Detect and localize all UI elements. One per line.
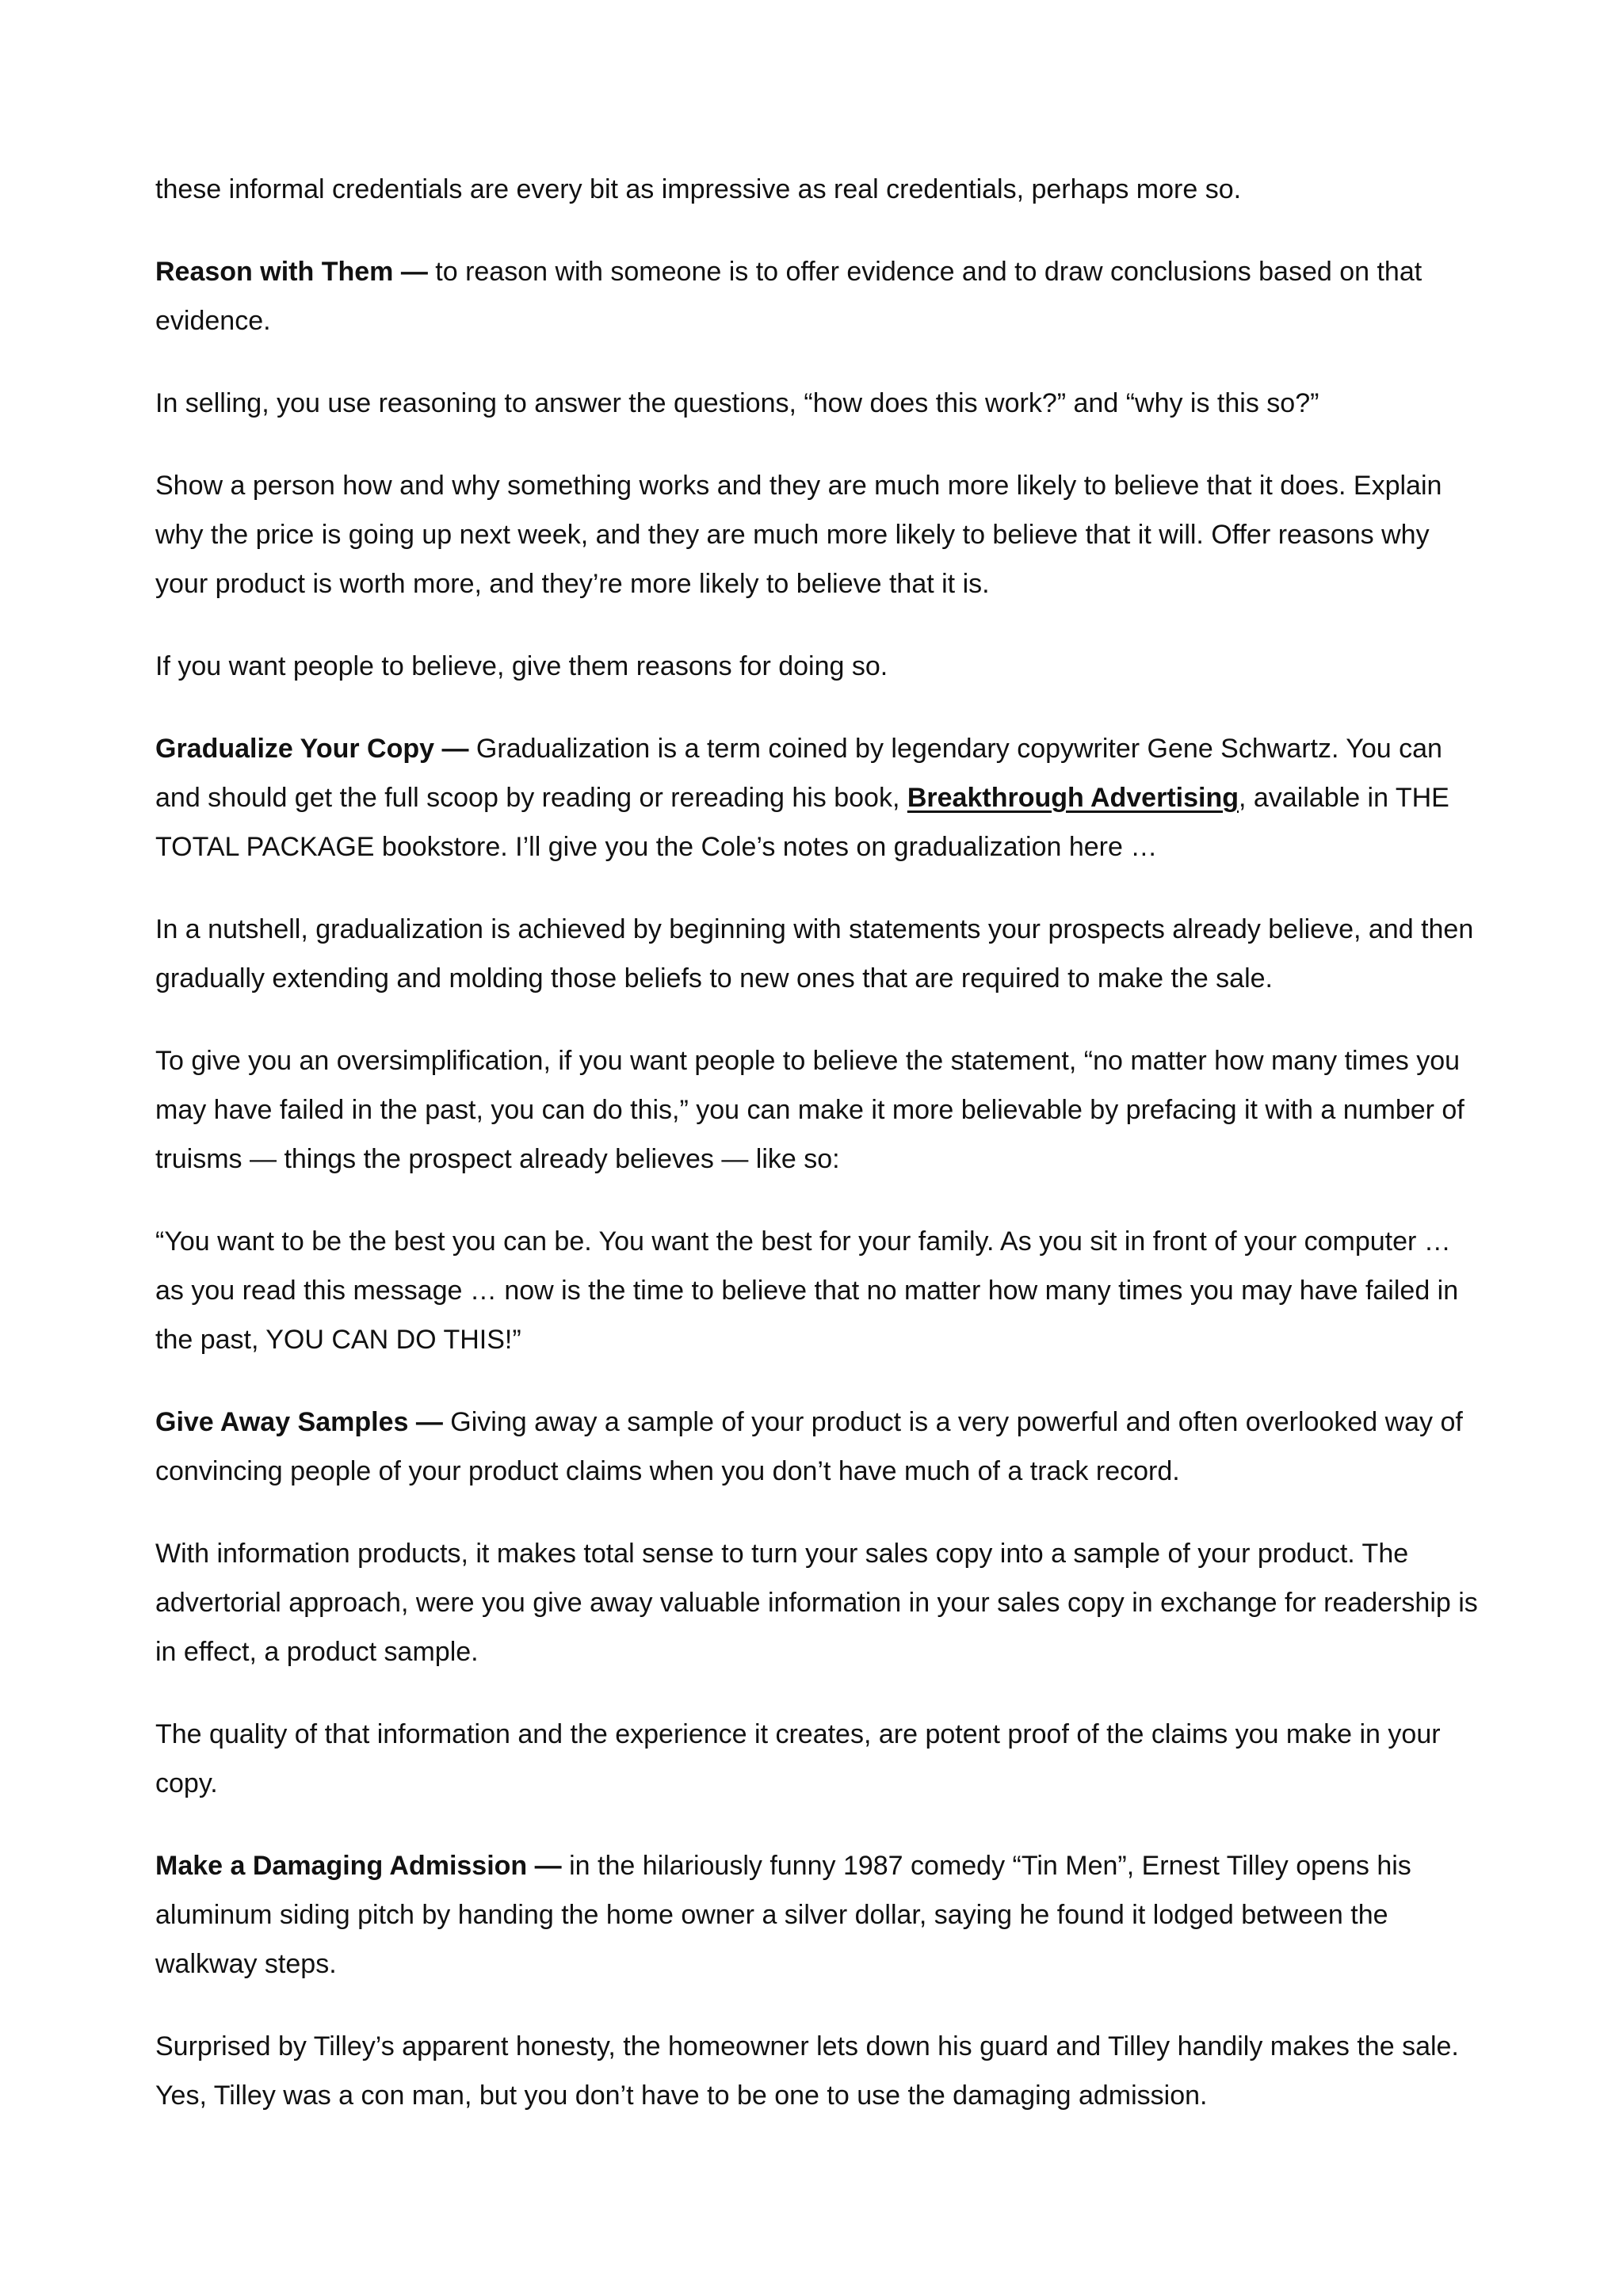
paragraph-oversimplification: To give you an oversimplification, if you want people to believe the statement, “no matter how many times you may have failed in the past, you can do this,” you can make it more believable by prefacing it with a number of truisms — things the prospect already believes — like so: [155,1046,1465,1174]
paragraph-information-products: With information products, it makes total sense to turn your sales copy into a sample of your product. The advertorial approach, were you give away valuable information in your sales copy in exchange for readership is in effect, a product sample. [155,1539,1478,1667]
samples-text: Giving away a sample of your product is a very powerful and often overlooked way of convincing people of your product claims when you don’t have much of a track record. [155,1407,1463,1486]
paragraph-credentials: these informal credentials are every bit as impressive as real credentials, perhaps more so. [155,174,1242,204]
document-page [155,165,1487,2153]
paragraph-give-away-samples [155,1398,1487,1496]
paragraph-surprised: Surprised by Tilley’s apparent honesty, the homeowner lets down his guard and Tilley handily makes the sale. Yes, Tilley was a con man, but you don’t have to be one to use the damaging admission. [155,2031,1459,2111]
admission-text: in the hilariously funny 1987 comedy “Tin Men”, Ernest Tilley opens his aluminum siding pitch by handing the home owner a silver dollar, saying he found it lodged between the walkway steps. [155,1851,1411,1979]
paragraph-gradualize [155,724,1487,871]
paragraph-quality: The quality of that information and the experience it creates, are potent proof of the claims you make in your copy. [155,1719,1441,1798]
paragraph-quote: “You want to be the best you can be. You want the best for your family. As you sit in front of your computer … as you read this message … now is the time to believe that no matter how many times you may have failed in the past, YOU CAN DO THIS!” [155,1226,1459,1355]
reason-text: to reason with someone is to offer evidence and to draw conclusions based on that evidence. [155,257,1423,336]
paragraph-selling: In selling, you use reasoning to answer the questions, “how does this work?” and “why is this so?” [155,388,1319,418]
heading-give-away-samples: Give Away Samples — [155,1407,443,1437]
heading-reason-with-them: Reason with Them — [155,257,428,287]
paragraph-give-reasons: If you want people to believe, give them reasons for doing so. [155,651,888,681]
paragraph-reason-with-them [155,247,1487,345]
heading-gradualize-your-copy: Gradualize Your Copy — [155,734,469,764]
gradualize-text-before: Gradualization is a term coined by legendary copywriter Gene Schwartz. You can and should get the full scoop by reading or rereading his book, [155,734,1442,813]
gradualize-text-after: , available in THE TOTAL PACKAGE bookstore. I’ll give you the Cole’s notes on gradualization here … [155,783,1449,862]
paragraph-show-how: Show a person how and why something works and they are much more likely to believe that it does. Explain why the price is going up next week, and they are much more likely to believe that it will. Offer reasons why your product is worth more, and they’re more likely to believe that it is. [155,471,1442,599]
paragraph-nutshell: In a nutshell, gradualization is achieved by beginning with statements your prospects already believe, and then gradually extending and molding those beliefs to new ones that are required to make the sale. [155,914,1474,994]
breakthrough-advertising-link[interactable]: Breakthrough Advertising [907,783,1239,813]
heading-make-a-damaging-admission: Make a Damaging Admission — [155,1851,562,1881]
paragraph-damaging-admission [155,1841,1487,1989]
